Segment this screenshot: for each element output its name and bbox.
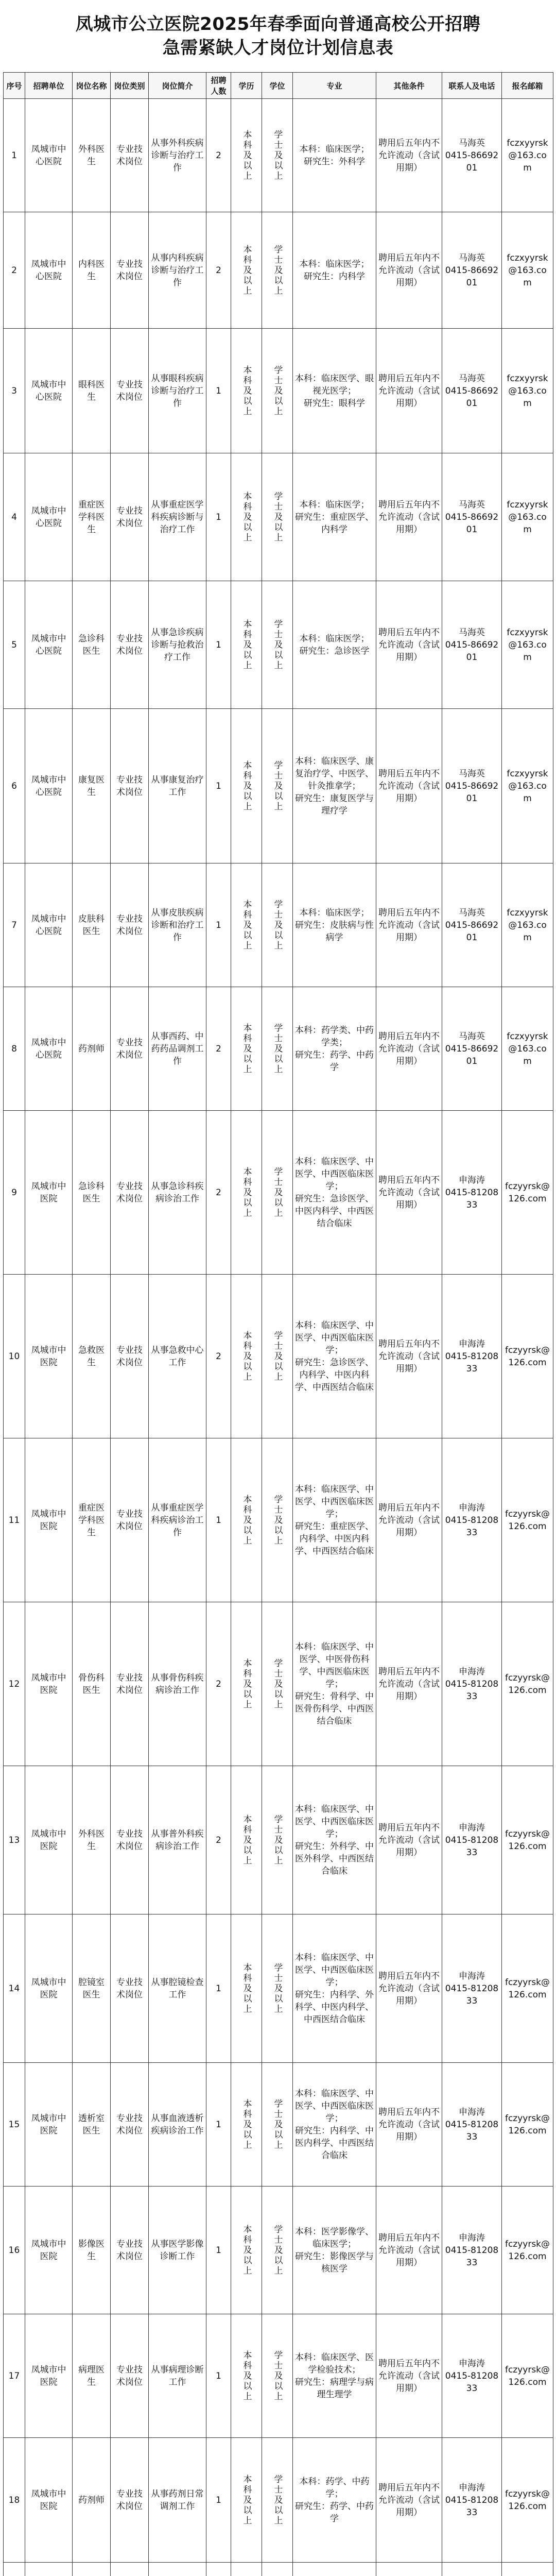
- table-row: [4, 709, 553, 863]
- row-unit: 凤城市中医院: [25, 1438, 73, 1602]
- row-degree: 学士及以上: [262, 2063, 293, 2187]
- row-education: 本科及以上: [231, 863, 262, 987]
- row-unit: 凤城市中医院: [25, 1111, 73, 1275]
- row-position-name: 急诊科医生: [73, 1111, 111, 1275]
- row-position-name: 眼科医生: [73, 329, 111, 453]
- row-serial: 9: [4, 1111, 25, 1275]
- row-other-conditions: 聘用后五年内不允许流动（含试用期）: [376, 99, 442, 212]
- header-degree: 学位: [262, 73, 293, 99]
- row-serial: 11: [4, 1438, 25, 1602]
- row-position-name: 皮肤科医生: [73, 863, 111, 987]
- recruitment-table: [3, 72, 553, 2576]
- row-email: fczyyrsk@126.com: [502, 1438, 553, 1602]
- row-other-conditions: 聘用后五年内不允许流动（含试用期）: [376, 1602, 442, 1766]
- row-other-conditions: 聘用后五年内不允许流动（含试用期）: [376, 1111, 442, 1275]
- row-contact: 申海涛 0415-8120833: [442, 1602, 502, 1766]
- row-position-name: 内科医生: [73, 212, 111, 329]
- row-contact: 申海涛 0415-8120833: [442, 1438, 502, 1602]
- row-count: 2: [206, 1766, 231, 1914]
- row-contact: 马海英 0415-8669201: [442, 99, 502, 212]
- row-unit: 凤城市中医院: [25, 2063, 73, 2187]
- table-row: [4, 2563, 553, 2576]
- document-title: [0, 0, 556, 72]
- row-unit: 凤城市中心医院: [25, 863, 73, 987]
- row-count: 2: [206, 212, 231, 329]
- row-position-category: 专业技术岗位: [111, 1914, 149, 2063]
- row-email: fczyyrsk@126.com: [502, 1275, 553, 1438]
- row-other-conditions: 聘用后五年内不允许流动（含试用期）: [376, 2063, 442, 2187]
- row-position-name: 外科医生: [73, 1766, 111, 1914]
- row-email: fczxyyrsk@163.com: [502, 453, 553, 581]
- row-contact: 马海英 0415-8669201: [442, 987, 502, 1111]
- row-email: fczxyyrsk@163.com: [502, 581, 553, 709]
- row-unit: 凤城市中心医院: [25, 581, 73, 709]
- row-serial: 1: [4, 99, 25, 212]
- row-education: 本科及以上: [231, 2438, 262, 2563]
- row-unit: 凤城市中医院: [25, 2187, 73, 2314]
- row-degree: 学士及以上: [262, 1602, 293, 1766]
- row-education: 本科及以上: [231, 453, 262, 581]
- row-major: 本科：临床医学、中医学、中西医临床医学； 研究生：内科学、外科学、中医内科学、中西医结合临床: [293, 1914, 376, 2063]
- row-position-name: 急救医生: [73, 1275, 111, 1438]
- table-row: [4, 2438, 553, 2563]
- table-row: [4, 2187, 553, 2314]
- row-serial: 3: [4, 329, 25, 453]
- row-education: 本科及以上: [231, 212, 262, 329]
- row-serial: 17: [4, 2314, 25, 2438]
- row-contact: 申海涛 0415-8120833: [442, 2314, 502, 2438]
- row-position-description: 从事普外科疾病诊治工作: [149, 1766, 206, 1914]
- row-degree: 学士及以上: [262, 2314, 293, 2438]
- row-serial: 15: [4, 2063, 25, 2187]
- row-education: 本科及以上: [231, 2187, 262, 2314]
- row-position-name: [73, 2563, 111, 2576]
- table-row: [4, 99, 553, 212]
- row-major: 本科：临床医学、中医学、中西医临床医学； 研究生：内科学、中医内科学、中西医结合临床: [293, 2063, 376, 2187]
- row-serial: 13: [4, 1766, 25, 1914]
- table-row: [4, 1914, 553, 2063]
- title-line-1: 凤城市公立医院2025年春季面向普通高校公开招聘: [75, 14, 481, 35]
- row-email: fczyyrsk@126.com: [502, 1766, 553, 1914]
- row-email: fczyyrsk@126.com: [502, 1111, 553, 1275]
- row-serial: 14: [4, 1914, 25, 2063]
- row-email: fczxyyrsk@163.com: [502, 329, 553, 453]
- row-position-category: 专业技术岗位: [111, 987, 149, 1111]
- row-serial: 7: [4, 863, 25, 987]
- row-count: 2: [206, 1111, 231, 1275]
- row-count: 2: [206, 1275, 231, 1438]
- row-education: 本科及以上: [231, 987, 262, 1111]
- row-major: 本科：临床医学； 研究生：内科学: [293, 212, 376, 329]
- row-major: 本科：药学类、中药学类； 研究生：药学、中药学: [293, 987, 376, 1111]
- row-position-name: 康复医生: [73, 709, 111, 863]
- header-position-category: 岗位类别: [111, 73, 149, 99]
- row-contact: 申海涛 0415-8120833: [442, 2438, 502, 2563]
- row-major: 本科：临床医学、康复治疗学、中医学、针灸推拿学； 研究生：康复医学与理疗学: [293, 709, 376, 863]
- row-major: 本科：临床医学； 研究生：外科学: [293, 99, 376, 212]
- row-position-name: 急诊科医生: [73, 581, 111, 709]
- row-unit: 凤城市中医院: [25, 2314, 73, 2438]
- row-contact: 马海英 0415-8669201: [442, 581, 502, 709]
- row-email: fczxyyrsk@163.com: [502, 987, 553, 1111]
- row-email: fczyyrsk@126.com: [502, 1602, 553, 1766]
- row-major: 本科：临床医学、医学检验技术； 研究生：病理学与病理生理学: [293, 2314, 376, 2438]
- row-position-name: 骨伤科医生: [73, 1602, 111, 1766]
- row-contact: 申海涛 0415-8120833: [442, 1111, 502, 1275]
- row-major: 本科：临床医学、中医学、中医骨伤科学、中西医临床医学； 研究生：骨科学、中医骨伤科学、中西医结合临床: [293, 1602, 376, 1766]
- table-row: [4, 987, 553, 1111]
- row-count: 1: [206, 453, 231, 581]
- row-position-category: 专业技术岗位: [111, 1438, 149, 1602]
- row-position-description: 从事急救中心工作: [149, 1275, 206, 1438]
- row-unit: 凤城市中医院: [25, 1275, 73, 1438]
- row-contact: 马海英 0415-8669201: [442, 329, 502, 453]
- row-other-conditions: 聘用后五年内不允许流动（含试用期）: [376, 453, 442, 581]
- row-serial: 6: [4, 709, 25, 863]
- row-email: fczxyyrsk@163.com: [502, 863, 553, 987]
- table-row: [4, 863, 553, 987]
- row-email: fczyyrsk@126.com: [502, 1914, 553, 2063]
- row-degree: 学士及以上: [262, 1438, 293, 1602]
- row-degree: 学士及以上: [262, 212, 293, 329]
- row-email: fczyyrsk@126.com: [502, 2314, 553, 2438]
- row-position-description: 从事腔镜检查工作: [149, 1914, 206, 2063]
- row-other-conditions: 聘用后五年内不允许流动（含试用期）: [376, 1438, 442, 1602]
- row-contact: [442, 2563, 502, 2576]
- header-serial: 序号: [4, 73, 25, 99]
- table-header-row: [4, 73, 553, 99]
- table-row: [4, 1766, 553, 1914]
- table-row: [4, 1602, 553, 1766]
- row-count: 1: [206, 2063, 231, 2187]
- row-unit: 凤城市中医院: [25, 1766, 73, 1914]
- row-major: 本科：临床医学； 研究生：重症医学、内科学: [293, 453, 376, 581]
- row-position-description: 从事骨伤科疾病诊治工作: [149, 1602, 206, 1766]
- row-count: 2: [206, 99, 231, 212]
- row-serial: 4: [4, 453, 25, 581]
- row-contact: 申海涛 0415-8120833: [442, 2063, 502, 2187]
- row-position-description: 从事重症医学科疾病诊治工作: [149, 1438, 206, 1602]
- row-major: [293, 2563, 376, 2576]
- row-position-name: 影像医生: [73, 2187, 111, 2314]
- row-position-name: 病理医生: [73, 2314, 111, 2438]
- row-position-category: 专业技术岗位: [111, 453, 149, 581]
- table-row: [4, 1275, 553, 1438]
- row-count: [206, 2563, 231, 2576]
- row-position-description: 从事急诊科疾病诊治工作: [149, 1111, 206, 1275]
- row-unit: 凤城市中心医院: [25, 453, 73, 581]
- row-unit: 凤城市中医院: [25, 2438, 73, 2563]
- row-count: 1: [206, 329, 231, 453]
- row-degree: 学士及以上: [262, 2187, 293, 2314]
- row-email: fczxyyrsk@163.com: [502, 99, 553, 212]
- row-education: 本科及以上: [231, 2314, 262, 2438]
- header-major: 专业: [293, 73, 376, 99]
- row-major: 本科：临床医学、中医学、中西医临床医学； 研究生：外科学、中医外科学、中西医结合临床: [293, 1766, 376, 1914]
- row-degree: 学士及以上: [262, 1914, 293, 2063]
- row-contact: 申海涛 0415-8120833: [442, 1914, 502, 2063]
- row-position-description: [149, 2563, 206, 2576]
- row-contact: 马海英 0415-8669201: [442, 863, 502, 987]
- row-major: 本科：临床医学、中医学、中西医临床医学； 研究生：急诊医学、内科学、中医内科学、中西医结合临床: [293, 1275, 376, 1438]
- table-row: [4, 1438, 553, 1602]
- row-education: 本科及以上: [231, 1914, 262, 2063]
- row-education: 本科及以上: [231, 99, 262, 212]
- row-position-category: 专业技术岗位: [111, 1111, 149, 1275]
- row-education: 本科及以上: [231, 329, 262, 453]
- row-major: 本科：医学影像学、临床医学； 研究生：影像医学与核医学: [293, 2187, 376, 2314]
- row-degree: 学士及以上: [262, 987, 293, 1111]
- row-serial: 5: [4, 581, 25, 709]
- row-position-category: 专业技术岗位: [111, 1602, 149, 1766]
- row-degree: 学士及以上: [262, 99, 293, 212]
- row-count: 1: [206, 2187, 231, 2314]
- header-contact: 联系人及电话: [442, 73, 502, 99]
- row-major: 本科：临床医学、眼视光医学； 研究生：眼科学: [293, 329, 376, 453]
- row-count: 1: [206, 2314, 231, 2438]
- row-contact: 马海英 0415-8669201: [442, 709, 502, 863]
- row-education: 本科及以上: [231, 581, 262, 709]
- row-other-conditions: 聘用后五年内不允许流动（含试用期）: [376, 709, 442, 863]
- row-email: fczxyyrsk@163.com: [502, 212, 553, 329]
- row-position-category: 专业技术岗位: [111, 329, 149, 453]
- header-position-name: 岗位名称: [73, 73, 111, 99]
- row-position-description: 从事重症医学科疾病诊断与治疗工作: [149, 453, 206, 581]
- row-position-category: 专业技术岗位: [111, 1766, 149, 1914]
- table-row: [4, 1111, 553, 1275]
- row-contact: 马海英 0415-8669201: [442, 212, 502, 329]
- header-count: 招聘人数: [206, 73, 231, 99]
- header-unit: 招聘单位: [25, 73, 73, 99]
- row-degree: 学士及以上: [262, 1275, 293, 1438]
- row-position-category: 专业技术岗位: [111, 581, 149, 709]
- header-education: 学历: [231, 73, 262, 99]
- row-unit: 凤城市中医院: [25, 1602, 73, 1766]
- row-degree: [262, 2563, 293, 2576]
- row-count: 2: [206, 1602, 231, 1766]
- row-contact: 马海英 0415-8669201: [442, 453, 502, 581]
- row-major: 本科：临床医学、中医学、中西医临床医学； 研究生：重症医学、内科学、中医内科学、中西医结合临床: [293, 1438, 376, 1602]
- row-other-conditions: 聘用后五年内不允许流动（含试用期）: [376, 212, 442, 329]
- row-count: 1: [206, 2438, 231, 2563]
- row-position-name: 腔镜室医生: [73, 1914, 111, 2063]
- row-other-conditions: 聘用后五年内不允许流动（含试用期）: [376, 2438, 442, 2563]
- row-contact: 申海涛 0415-8120833: [442, 1275, 502, 1438]
- table-row: [4, 2314, 553, 2438]
- row-position-category: [111, 2563, 149, 2576]
- row-other-conditions: [376, 2563, 442, 2576]
- row-position-category: 专业技术岗位: [111, 863, 149, 987]
- row-position-description: 从事药剂日常调剂工作: [149, 2438, 206, 2563]
- row-education: [231, 2563, 262, 2576]
- row-major: 本科：药学、中药学； 研究生：药学、中药学: [293, 2438, 376, 2563]
- row-serial: 10: [4, 1275, 25, 1438]
- row-education: 本科及以上: [231, 1438, 262, 1602]
- row-count: 1: [206, 863, 231, 987]
- row-serial: 12: [4, 1602, 25, 1766]
- row-position-description: 从事西药、中药药品调剂工作: [149, 987, 206, 1111]
- row-contact: 申海涛 0415-8120833: [442, 2187, 502, 2314]
- row-position-description: 从事眼科疾病诊断与治疗工作: [149, 329, 206, 453]
- row-degree: 学士及以上: [262, 1111, 293, 1275]
- row-education: 本科及以上: [231, 709, 262, 863]
- header-email: 报名邮箱: [502, 73, 553, 99]
- row-contact: 申海涛 0415-8120833: [442, 1766, 502, 1914]
- title-line-2: 急需紧缺人才岗位计划信息表: [162, 38, 394, 58]
- row-other-conditions: 聘用后五年内不允许流动（含试用期）: [376, 2314, 442, 2438]
- row-degree: 学士及以上: [262, 453, 293, 581]
- row-position-category: 专业技术岗位: [111, 2063, 149, 2187]
- row-unit: 凤城市中心医院: [25, 329, 73, 453]
- row-position-name: 重症医学科医生: [73, 1438, 111, 1602]
- row-email: [502, 2563, 553, 2576]
- row-other-conditions: 聘用后五年内不允许流动（含试用期）: [376, 2187, 442, 2314]
- row-degree: 学士及以上: [262, 863, 293, 987]
- row-major: 本科：临床医学、中医学、中西医临床医学； 研究生：急诊医学、中医内科学、中西医结合临床: [293, 1111, 376, 1275]
- row-position-name: 外科医生: [73, 99, 111, 212]
- row-other-conditions: 聘用后五年内不允许流动（含试用期）: [376, 1766, 442, 1914]
- row-serial: 16: [4, 2187, 25, 2314]
- row-position-description: 从事医学影像诊断工作: [149, 2187, 206, 2314]
- row-email: fczyyrsk@126.com: [502, 2187, 553, 2314]
- table-row: [4, 329, 553, 453]
- row-degree: 学士及以上: [262, 581, 293, 709]
- row-unit: 凤城市中医院: [25, 1914, 73, 2063]
- row-education: 本科及以上: [231, 1602, 262, 1766]
- row-other-conditions: 聘用后五年内不允许流动（含试用期）: [376, 581, 442, 709]
- table-row: [4, 453, 553, 581]
- row-education: 本科及以上: [231, 1275, 262, 1438]
- row-unit: 凤城市中心医院: [25, 987, 73, 1111]
- row-other-conditions: 聘用后五年内不允许流动（含试用期）: [376, 863, 442, 987]
- table-row: [4, 212, 553, 329]
- row-email: fczyyrsk@126.com: [502, 2438, 553, 2563]
- row-serial: [4, 2563, 25, 2576]
- header-other-conditions: 其他条件: [376, 73, 442, 99]
- row-position-description: 从事皮肤疾病诊断和治疗工作: [149, 863, 206, 987]
- row-major: 本科：临床医学； 研究生：急诊医学: [293, 581, 376, 709]
- row-position-description: 从事血液透析疾病诊治工作: [149, 2063, 206, 2187]
- row-other-conditions: 聘用后五年内不允许流动（含试用期）: [376, 329, 442, 453]
- row-count: 1: [206, 709, 231, 863]
- row-education: 本科及以上: [231, 1111, 262, 1275]
- row-education: 本科及以上: [231, 2063, 262, 2187]
- row-position-description: 从事内科疾病诊断与治疗工作: [149, 212, 206, 329]
- row-major: 本科：临床医学； 研究生：皮肤病与性病学: [293, 863, 376, 987]
- table-row: [4, 581, 553, 709]
- row-position-description: 从事急诊疾病诊断与抢救治疗工作: [149, 581, 206, 709]
- row-position-description: 从事康复治疗工作: [149, 709, 206, 863]
- row-other-conditions: 聘用后五年内不允许流动（含试用期）: [376, 1275, 442, 1438]
- row-email: fczyyrsk@126.com: [502, 2063, 553, 2187]
- row-position-name: 药剂师: [73, 2438, 111, 2563]
- row-degree: 学士及以上: [262, 709, 293, 863]
- row-degree: 学士及以上: [262, 1766, 293, 1914]
- row-count: 1: [206, 1914, 231, 2063]
- row-education: 本科及以上: [231, 1766, 262, 1914]
- row-count: 1: [206, 581, 231, 709]
- row-position-category: 专业技术岗位: [111, 2314, 149, 2438]
- row-other-conditions: 聘用后五年内不允许流动（含试用期）: [376, 987, 442, 1111]
- row-position-name: 重症医学科医生: [73, 453, 111, 581]
- row-serial: 2: [4, 212, 25, 329]
- row-unit: 凤城市中心医院: [25, 709, 73, 863]
- row-count: 2: [206, 987, 231, 1111]
- row-position-category: 专业技术岗位: [111, 2438, 149, 2563]
- table-row: [4, 2063, 553, 2187]
- row-position-category: 专业技术岗位: [111, 2187, 149, 2314]
- row-other-conditions: 聘用后五年内不允许流动（含试用期）: [376, 1914, 442, 2063]
- row-unit: 凤城市中心医院: [25, 99, 73, 212]
- row-email: fczxyyrsk@163.com: [502, 709, 553, 863]
- row-position-name: 药剂师: [73, 987, 111, 1111]
- row-position-category: 专业技术岗位: [111, 99, 149, 212]
- row-unit: [25, 2563, 73, 2576]
- row-degree: 学士及以上: [262, 2438, 293, 2563]
- row-position-category: 专业技术岗位: [111, 1275, 149, 1438]
- row-serial: 18: [4, 2438, 25, 2563]
- row-position-name: 透析室医生: [73, 2063, 111, 2187]
- row-count: 1: [206, 1438, 231, 1602]
- row-position-description: 从事病理诊断工作: [149, 2314, 206, 2438]
- row-unit: 凤城市中心医院: [25, 212, 73, 329]
- row-degree: 学士及以上: [262, 329, 293, 453]
- row-position-category: 专业技术岗位: [111, 212, 149, 329]
- header-position-description: 岗位简介: [149, 73, 206, 99]
- row-position-description: 从事外科疾病诊断与治疗工作: [149, 99, 206, 212]
- row-position-category: 专业技术岗位: [111, 709, 149, 863]
- row-serial: 8: [4, 987, 25, 1111]
